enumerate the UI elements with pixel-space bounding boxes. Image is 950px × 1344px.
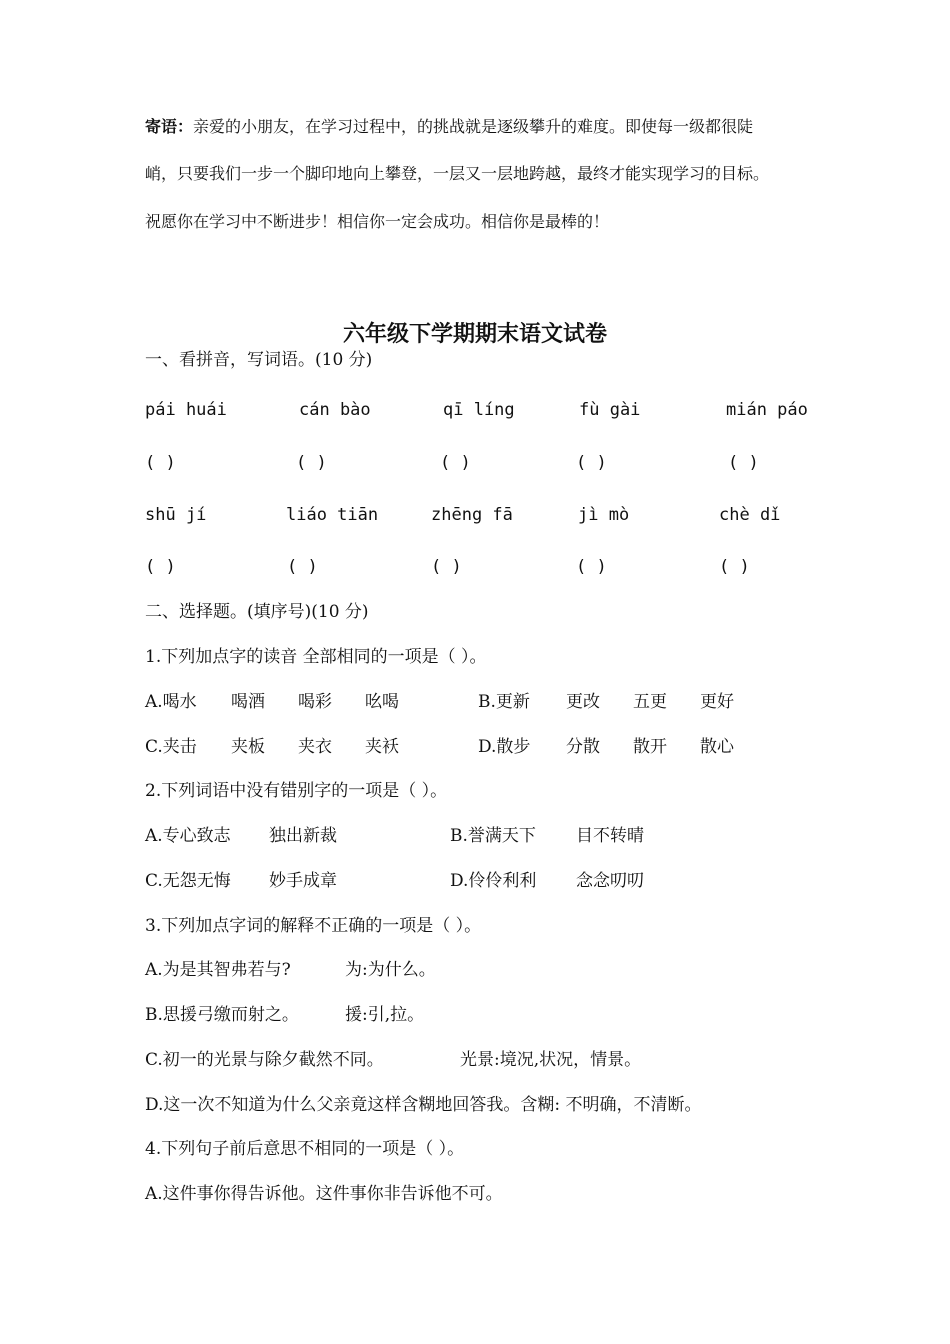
answer-blank[interactable]: ( ) — [145, 453, 176, 473]
pinyin-10: chè dǐ — [719, 505, 781, 525]
q2-option-c-word: 妙手成章 — [269, 871, 337, 891]
q1-option-d[interactable]: D.散步 — [478, 737, 531, 757]
answer-blank[interactable]: ( ) — [576, 557, 607, 577]
q3-option-a[interactable]: A.为是其智弗若与? — [145, 960, 291, 980]
q1-option-d-word: 散心 — [700, 737, 734, 757]
q3-option-c-explain: 光景:境况,状况，情景。 — [460, 1050, 642, 1070]
answer-blank[interactable]: ( ) — [431, 557, 462, 577]
q2-option-a[interactable]: A.专心致志 — [145, 826, 231, 846]
q1-option-a[interactable]: A.喝水 — [145, 692, 197, 712]
q1-option-c-word: 夹袄 — [365, 737, 399, 757]
answer-blank[interactable]: ( ) — [287, 557, 318, 577]
q1-option-c[interactable]: C.夹击 — [145, 737, 197, 757]
q4-option-a[interactable]: A.这件事你得告诉他。这件事你非告诉他不可。 — [145, 1184, 503, 1204]
pinyin-8: zhēng fā — [431, 505, 513, 525]
q1-option-b-word: 五更 — [633, 692, 667, 712]
question-3-stem: 3.下列加点字词的解释不正确的一项是（ ）。 — [145, 916, 482, 936]
pinyin-3: qī líng — [443, 400, 515, 420]
answer-blank[interactable]: ( ) — [719, 557, 750, 577]
q3-option-a-explain: 为:为什么。 — [345, 960, 436, 980]
q1-option-b-word: 更好 — [700, 692, 734, 712]
answer-blank[interactable]: ( ) — [145, 557, 176, 577]
q3-option-b[interactable]: B.思援弓缴而射之。 — [145, 1005, 299, 1025]
q1-option-d-word: 散开 — [633, 737, 667, 757]
answer-blank[interactable]: ( ) — [440, 453, 471, 473]
q2-option-c[interactable]: C.无怨无悔 — [145, 871, 231, 891]
q2-option-d-word: 念念叨叨 — [576, 871, 644, 891]
question-1-stem: 1.下列加点字的读音 全部相同的一项是（ ）。 — [145, 647, 487, 667]
page-title: 六年级下学期期末语文试卷 — [342, 321, 607, 347]
q1-option-b-word: 更改 — [566, 692, 600, 712]
pinyin-5: mián páo — [726, 400, 808, 420]
intro-line-1 — [145, 115, 753, 139]
pinyin-4: fù gài — [579, 400, 641, 420]
question-4-stem: 4.下列句子前后意思不相同的一项是（ ）。 — [145, 1139, 465, 1159]
pinyin-7: liáo tiān — [286, 505, 379, 525]
q2-option-d[interactable]: D.伶伶利利 — [450, 871, 537, 891]
pinyin-1: pái huái — [145, 400, 227, 420]
q1-option-a-word: 喝酒 — [231, 692, 265, 712]
q2-option-b[interactable]: B.誉满天下 — [450, 826, 536, 846]
question-2-stem: 2.下列词语中没有错别字的一项是（ ）。 — [145, 781, 448, 801]
pinyin-9: jì mò — [578, 505, 630, 525]
answer-blank[interactable]: ( ) — [728, 453, 759, 473]
q2-option-a-word: 独出新裁 — [269, 826, 337, 846]
intro-line-3: 祝愿你在学习中不断进步！相信你一定会成功。相信你是最棒的！ — [145, 212, 610, 231]
intro-label: 寄语： — [145, 117, 194, 136]
intro-text-1: 亲爱的小朋友，在学习过程中，的挑战就是逐级攀升的难度。即使每一级都很陡 — [193, 117, 754, 136]
q1-option-c-word: 夹衣 — [298, 737, 332, 757]
q1-option-a-word: 喝彩 — [298, 692, 332, 712]
answer-blank[interactable]: ( ) — [296, 453, 327, 473]
q3-option-c[interactable]: C.初一的光景与除夕截然不同。 — [145, 1050, 384, 1070]
q3-option-d[interactable]: D.这一次不知道为什么父亲竟这样含糊地回答我。含糊: 不明确，不清断。 — [145, 1095, 702, 1115]
intro-line-2: 峭，只要我们一步一个脚印地向上攀登，一层又一层地跨越，最终才能实现学习的目标。 — [145, 164, 770, 183]
q1-option-c-word: 夹板 — [231, 737, 265, 757]
section2-heading: 二、选择题。(填序号)(10 分) — [145, 602, 369, 622]
answer-blank[interactable]: ( ) — [576, 453, 607, 473]
section1-heading: 一、看拼音，写词语。(10 分) — [145, 350, 373, 370]
q2-option-b-word: 目不转晴 — [576, 826, 644, 846]
q1-option-b[interactable]: B.更新 — [478, 692, 530, 712]
q3-option-b-explain: 援:引,拉。 — [345, 1005, 425, 1025]
pinyin-2: cán bào — [299, 400, 371, 420]
pinyin-6: shū jí — [145, 505, 207, 525]
q1-option-a-word: 吆喝 — [365, 692, 399, 712]
q1-option-d-word: 分散 — [566, 737, 600, 757]
